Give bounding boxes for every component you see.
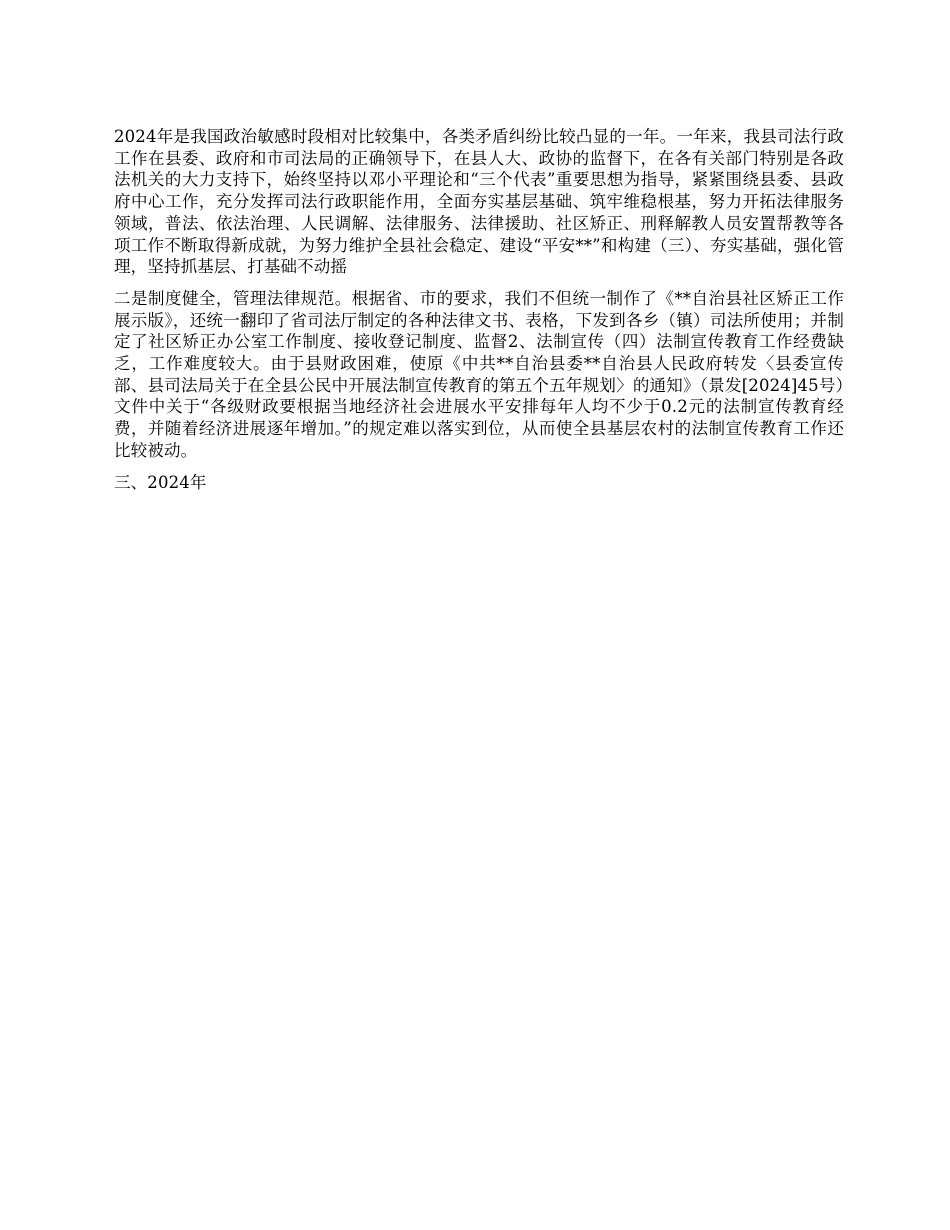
document-body [114,126,844,493]
paragraph-work-summary: 2024年是我国政治敏感时段相对比较集中，各类矛盾纠纷比较凸显的一年。一年来，我县司法行政工作在县委、政府和市司法局的正确领导下，在县人大、政协的监督下，在各有关部门特别是各政法机关的大力支持下，始终坚持以邓小平理论和“三个代表”重要思想为指导，紧紧围绕县委、县政府中心工作，充分发挥司法行政职能作用，全面夯实基层基础、筑牢维稳根基，努力开拓法律服务领域，普法、依法治理、人民调解、法律服务、法律援助、社区矫正、刑释解教人员安置帮教等各项工作不断取得新成就，为努力维护全县社会稳定、建设“平安**”和构建（三）、夯实基础，强化管理，坚持抓基层、打基础不动摇 [114,127,844,277]
paragraph-system-management: 二是制度健全，管理法律规范。根据省、市的要求，我们不但统一制作了《**自治县社区矫正工作展示版》，还统一翻印了省司法厅制定的各种法律文书、表格，下发到各乡（镇）司法所使用；并制定了社区矫正办公室工作制度、接收登记制度、监督2、法制宣传（四）法制宣传教育工作经费缺乏，工作难度较大。由于县财政困难，使原《中共**自治县委**自治县人民政府转发〈县委宣传部、县司法局关于在全县公民中开展法制宣传教育的第五个五年规划〉的通知》（景发[2024]45号）文件中关于“各级财政要根据当地经济社会进展水平安排每年人均不少于0.2元的法制宣传教育经费，并随着经济进展逐年增加。”的规定难以落实到位，从而使全县基层农村的法制宣传教育工作还比较被动。 [114,288,844,460]
paragraph-section-three-heading: 三、2024年 [114,472,207,492]
